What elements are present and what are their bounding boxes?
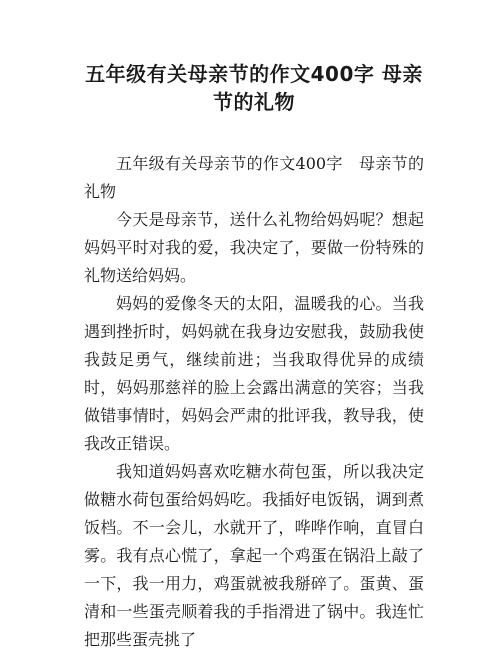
- paragraph-mothers-love: 妈妈的爱像冬天的太阳，温暖我的心。当我遇到挫折时，妈妈就在我身边安慰我，鼓励我使我鼓足勇气，继续前进；当我取得优异的成绩时，妈妈那慈祥的脸上会露出满意的笑容；当我做错事情时，妈妈会严肃的批评我，教导我，使我改正错误。: [84, 294, 424, 453]
- paragraph-subtitle: 五年级有关母亲节的作文400字 母亲节的礼物: [84, 154, 424, 201]
- paragraph-intro: 今天是母亲节，送什么礼物给妈妈呢？想起妈妈平时对我的爱，我决定了，要做一份特殊的礼物送给妈妈。: [84, 210, 424, 285]
- paragraph-cooking: 我知道妈妈喜欢吃糖水荷包蛋，所以我决定做糖水荷包蛋给妈妈吃。我插好电饭锅，调到煮饭档。不一会儿，水就开了，哗哗作响，直冒白雾。我有点心慌了，拿起一个鸡蛋在锅沿上敲了一下，我一用力，鸡蛋就被我掰碎了。蛋黄、蛋清和一些蛋壳顺着我的手指滑进了锅中。我连忙把那些蛋壳挑了: [84, 462, 424, 649]
- document-title: 五年级有关母亲节的作文400字 母亲节的礼物: [85, 62, 423, 114]
